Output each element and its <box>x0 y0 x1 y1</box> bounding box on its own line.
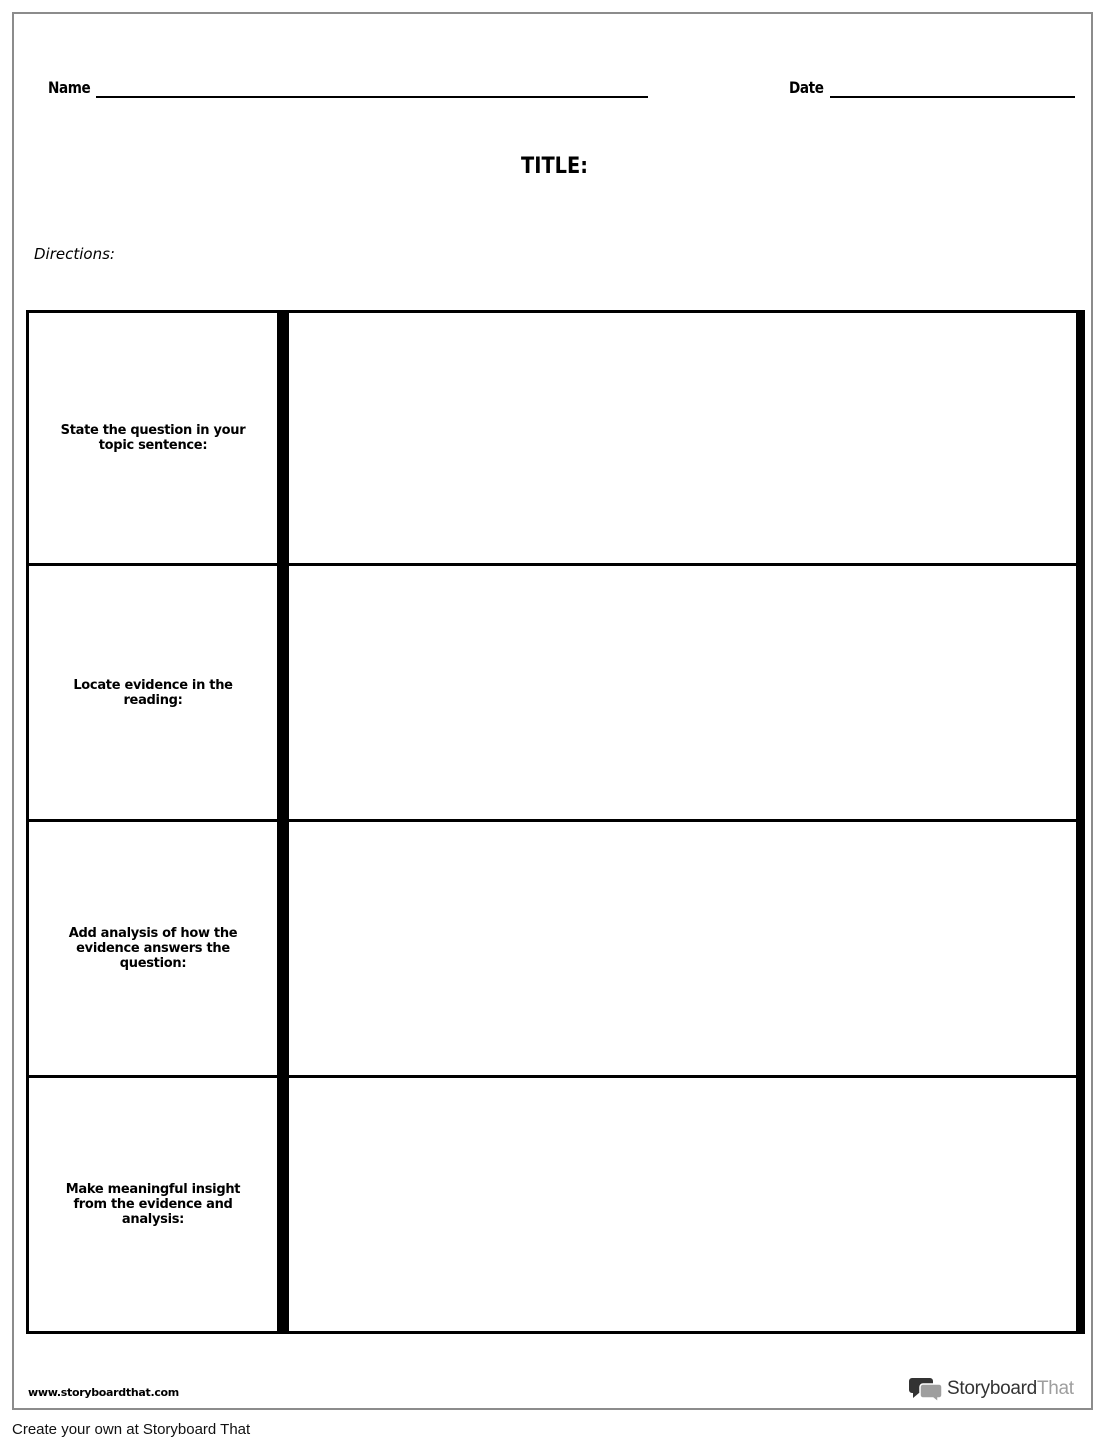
answer-box[interactable] <box>280 1078 1085 1334</box>
answer-box[interactable] <box>280 822 1085 1078</box>
name-label: Name <box>48 78 91 97</box>
directions-label: Directions: <box>34 245 115 263</box>
grid-row <box>26 310 1087 566</box>
date-label: Date <box>789 78 824 97</box>
grid-row <box>26 822 1087 1078</box>
row-label-cell <box>26 566 280 822</box>
worksheet-page <box>12 12 1093 1410</box>
logo-text-that: That <box>1036 1378 1074 1399</box>
storyboardthat-logo <box>909 1374 1074 1404</box>
row-label: Add analysis of how the evidence answers the question: <box>68 926 238 971</box>
row-label: Locate evidence in the reading: <box>73 677 233 708</box>
name-line[interactable] <box>96 96 648 98</box>
date-line[interactable] <box>830 96 1075 98</box>
footer-caption[interactable]: Create your own at Storyboard That <box>12 1421 251 1438</box>
row-label-cell <box>26 822 280 1078</box>
website-url: www.storyboardthat.com <box>28 1386 179 1399</box>
row-label: State the question in your topic sentence: <box>60 423 246 453</box>
page-title: TITLE: <box>521 154 588 179</box>
grid-row <box>26 566 1087 822</box>
logo-text-storyboard: Storyboard <box>947 1378 1037 1399</box>
answer-box[interactable] <box>280 310 1085 566</box>
answer-box[interactable] <box>280 566 1085 822</box>
row-label: Make meaningful insight from the evidence and analysis: <box>65 1182 241 1227</box>
grid-row <box>26 1078 1087 1334</box>
row-label-cell <box>26 1078 280 1334</box>
paragraph-grid <box>26 310 1087 1334</box>
speech-bubbles-icon <box>909 1376 943 1402</box>
row-label-cell <box>26 310 280 566</box>
